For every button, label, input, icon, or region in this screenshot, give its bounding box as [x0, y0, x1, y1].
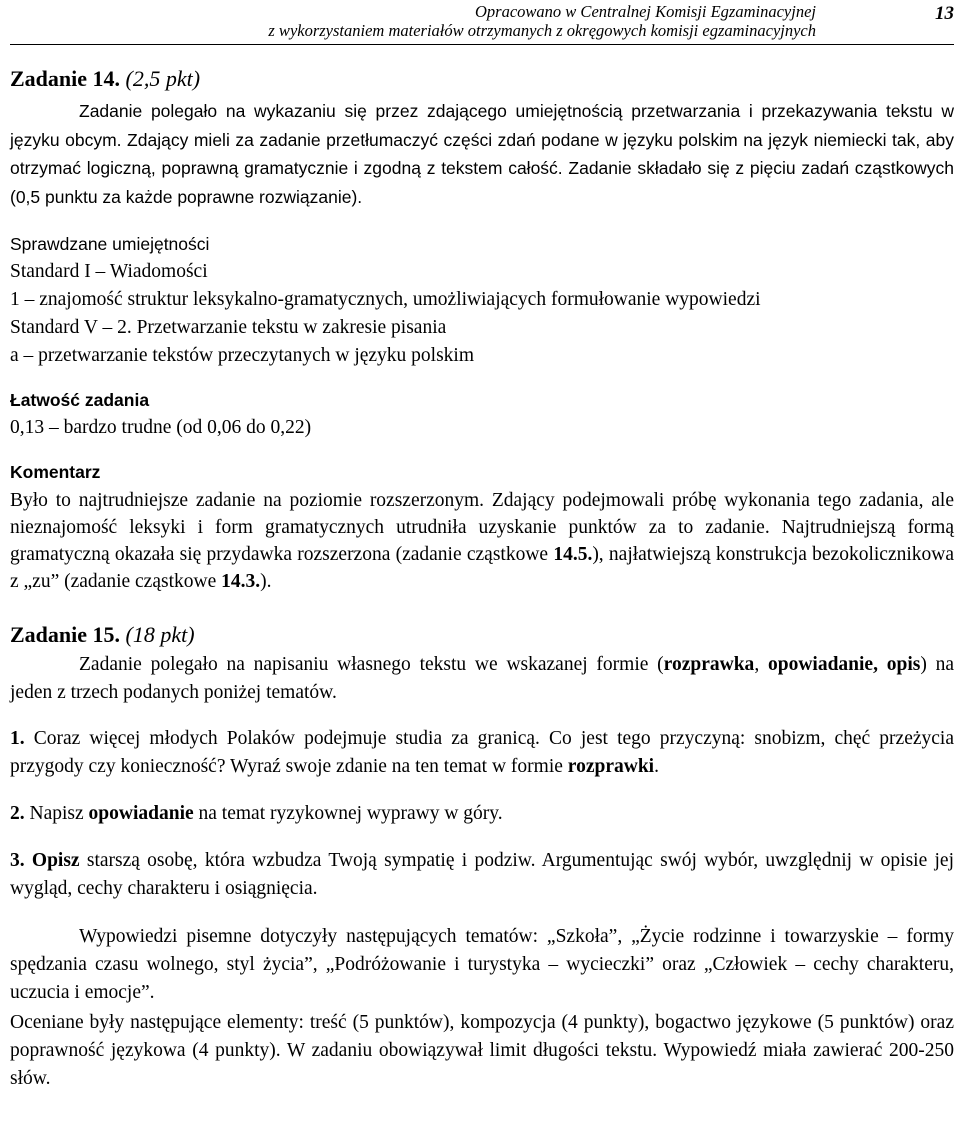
topic-number: 1. — [10, 728, 25, 749]
task14-difficulty — [10, 387, 954, 441]
skills-line: Standard V – 2. Przetwarzanie tekstu w zakresie pisania — [10, 317, 447, 338]
topic-text: starszą osobę, która wzbudza Twoją sympatię i podziw. Argumentując swój wybór, uwzględnij w opisie jej wygląd, cechy charakteru i osiągnięcia. — [10, 850, 955, 899]
topic-2 — [10, 801, 954, 827]
task15-title — [10, 621, 954, 649]
intro-form: opowiadanie, opis — [767, 654, 921, 675]
comment-task-ref: 14.3. — [221, 571, 261, 592]
topic-3 — [10, 847, 954, 903]
topic-number: 3. — [10, 850, 25, 871]
task14-comment — [10, 459, 954, 595]
topic-form: Opisz — [31, 850, 80, 871]
task15-label: Zadanie 15. — [10, 622, 121, 647]
topic-form: opowiadanie — [88, 803, 194, 824]
skills-line: Standard I – Wiadomości — [10, 261, 208, 282]
skills-line: a – przetwarzanie tekstów przeczytanych w języku polskim — [10, 345, 475, 366]
skills-heading: Sprawdzane umiejętności — [10, 234, 210, 254]
topic-text: . — [654, 756, 659, 777]
difficulty-heading: Łatwość zadania — [10, 390, 150, 410]
task15-intro — [10, 651, 954, 707]
intro-form: rozprawka — [663, 654, 755, 675]
task14-points: (2,5 pkt) — [125, 66, 201, 91]
task14-label: Zadanie 14. — [10, 66, 121, 91]
intro-text-part: , — [754, 654, 768, 675]
comment-heading: Komentarz — [10, 462, 101, 482]
task14-skills — [10, 231, 954, 369]
comment-text-part: ). — [260, 571, 272, 592]
intro-text-part: ) na jeden z trzech podanych poniżej tematów. — [10, 654, 954, 703]
task15-summary-criteria: Oceniane były następujące elementy: treść (5 punktów), kompozycja (4 punkty), bogactwo językowe (5 punktów) oraz poprawność językowa (4 punkty). W zadaniu obowiązywał limit długości tekstu. Wypowiedź miała zawierać 200-250 słów. — [10, 1012, 954, 1089]
topic-text: Napisz — [24, 803, 89, 824]
document-page — [10, 0, 954, 1093]
comment-text-part: Było to najtrudniejsze zadanie na poziomie rozszerzonym. Zdający podejmowali próbę wykonania tego zadania, ale nieznajomość leksyki i form gramatycznych utrudniła uzyskanie punktów za to zadanie. Najtrudniejszą formą gramatyczną okazała się przydawka rozszerzona (zadanie cząstkowe — [10, 490, 954, 565]
page-number: 13 — [935, 3, 954, 24]
comment-task-ref: 14.5. — [553, 544, 593, 565]
topic-text: na temat ryzykownej wyprawy w góry. — [193, 803, 503, 824]
comment-text — [10, 487, 954, 595]
page-header — [10, 0, 954, 45]
task14-description: Zadanie polegało na wykazaniu się przez zdającego umiejętnością przetwarzania i przekazywania tekstu w języku obcym. Zdający mieli za zadanie przetłumaczyć części zdań podane w języku polskim na język niemiecki tak, aby otrzymać logiczną, poprawną gramatycznie i zgodną z tekstem całość. Zadanie składało się z pięciu zadań cząstkowych (0,5 punktu za każde poprawne rozwiązanie). — [10, 101, 954, 207]
header-institution: Opracowano w Centralnej Komisji Egzaminacyjnej — [475, 2, 816, 21]
topic-text: Coraz więcej młodych Polaków podejmuje studia za granicą. Co jest tego przyczyną: snobizm, chęć przeżycia przygody czy konieczność? Wyraź swoje zdanie na ten temat w formie — [10, 728, 954, 777]
task14-title — [10, 65, 954, 93]
task15-summary-topics: Wypowiedzi pisemne dotyczyły następujących tematów: „Szkoła”, „Życie rodzinne i towarzyskie – formy spędzania czasu wolnego, styl życia”, „Podróżowanie i turystyka – wycieczki” oraz „Człowiek – cechy charakteru, uczucia i emocje”. — [10, 926, 954, 1003]
difficulty-value: 0,13 – bardzo trudne (od 0,06 do 0,22) — [10, 417, 312, 438]
task15-points: (18 pkt) — [125, 622, 195, 647]
header-source-note: z wykorzystaniem materiałów otrzymanych z okręgowych komisji egzaminacyjnych — [268, 21, 816, 40]
intro-text-part: Zadanie polegało na napisaniu własnego tekstu we wskazanej formie ( — [79, 654, 664, 675]
topic-number: 2. — [10, 803, 25, 824]
comment-text-part: ), najłatwiejszą konstrukcja bezokolicznikowa z „zu” (zadanie cząstkowe — [10, 544, 954, 592]
skills-line: 1 – znajomość struktur leksykalno-gramatycznych, umożliwiających formułowanie wypowiedzi — [10, 289, 761, 310]
topic-1 — [10, 725, 954, 781]
topic-form: rozprawki — [567, 756, 655, 777]
